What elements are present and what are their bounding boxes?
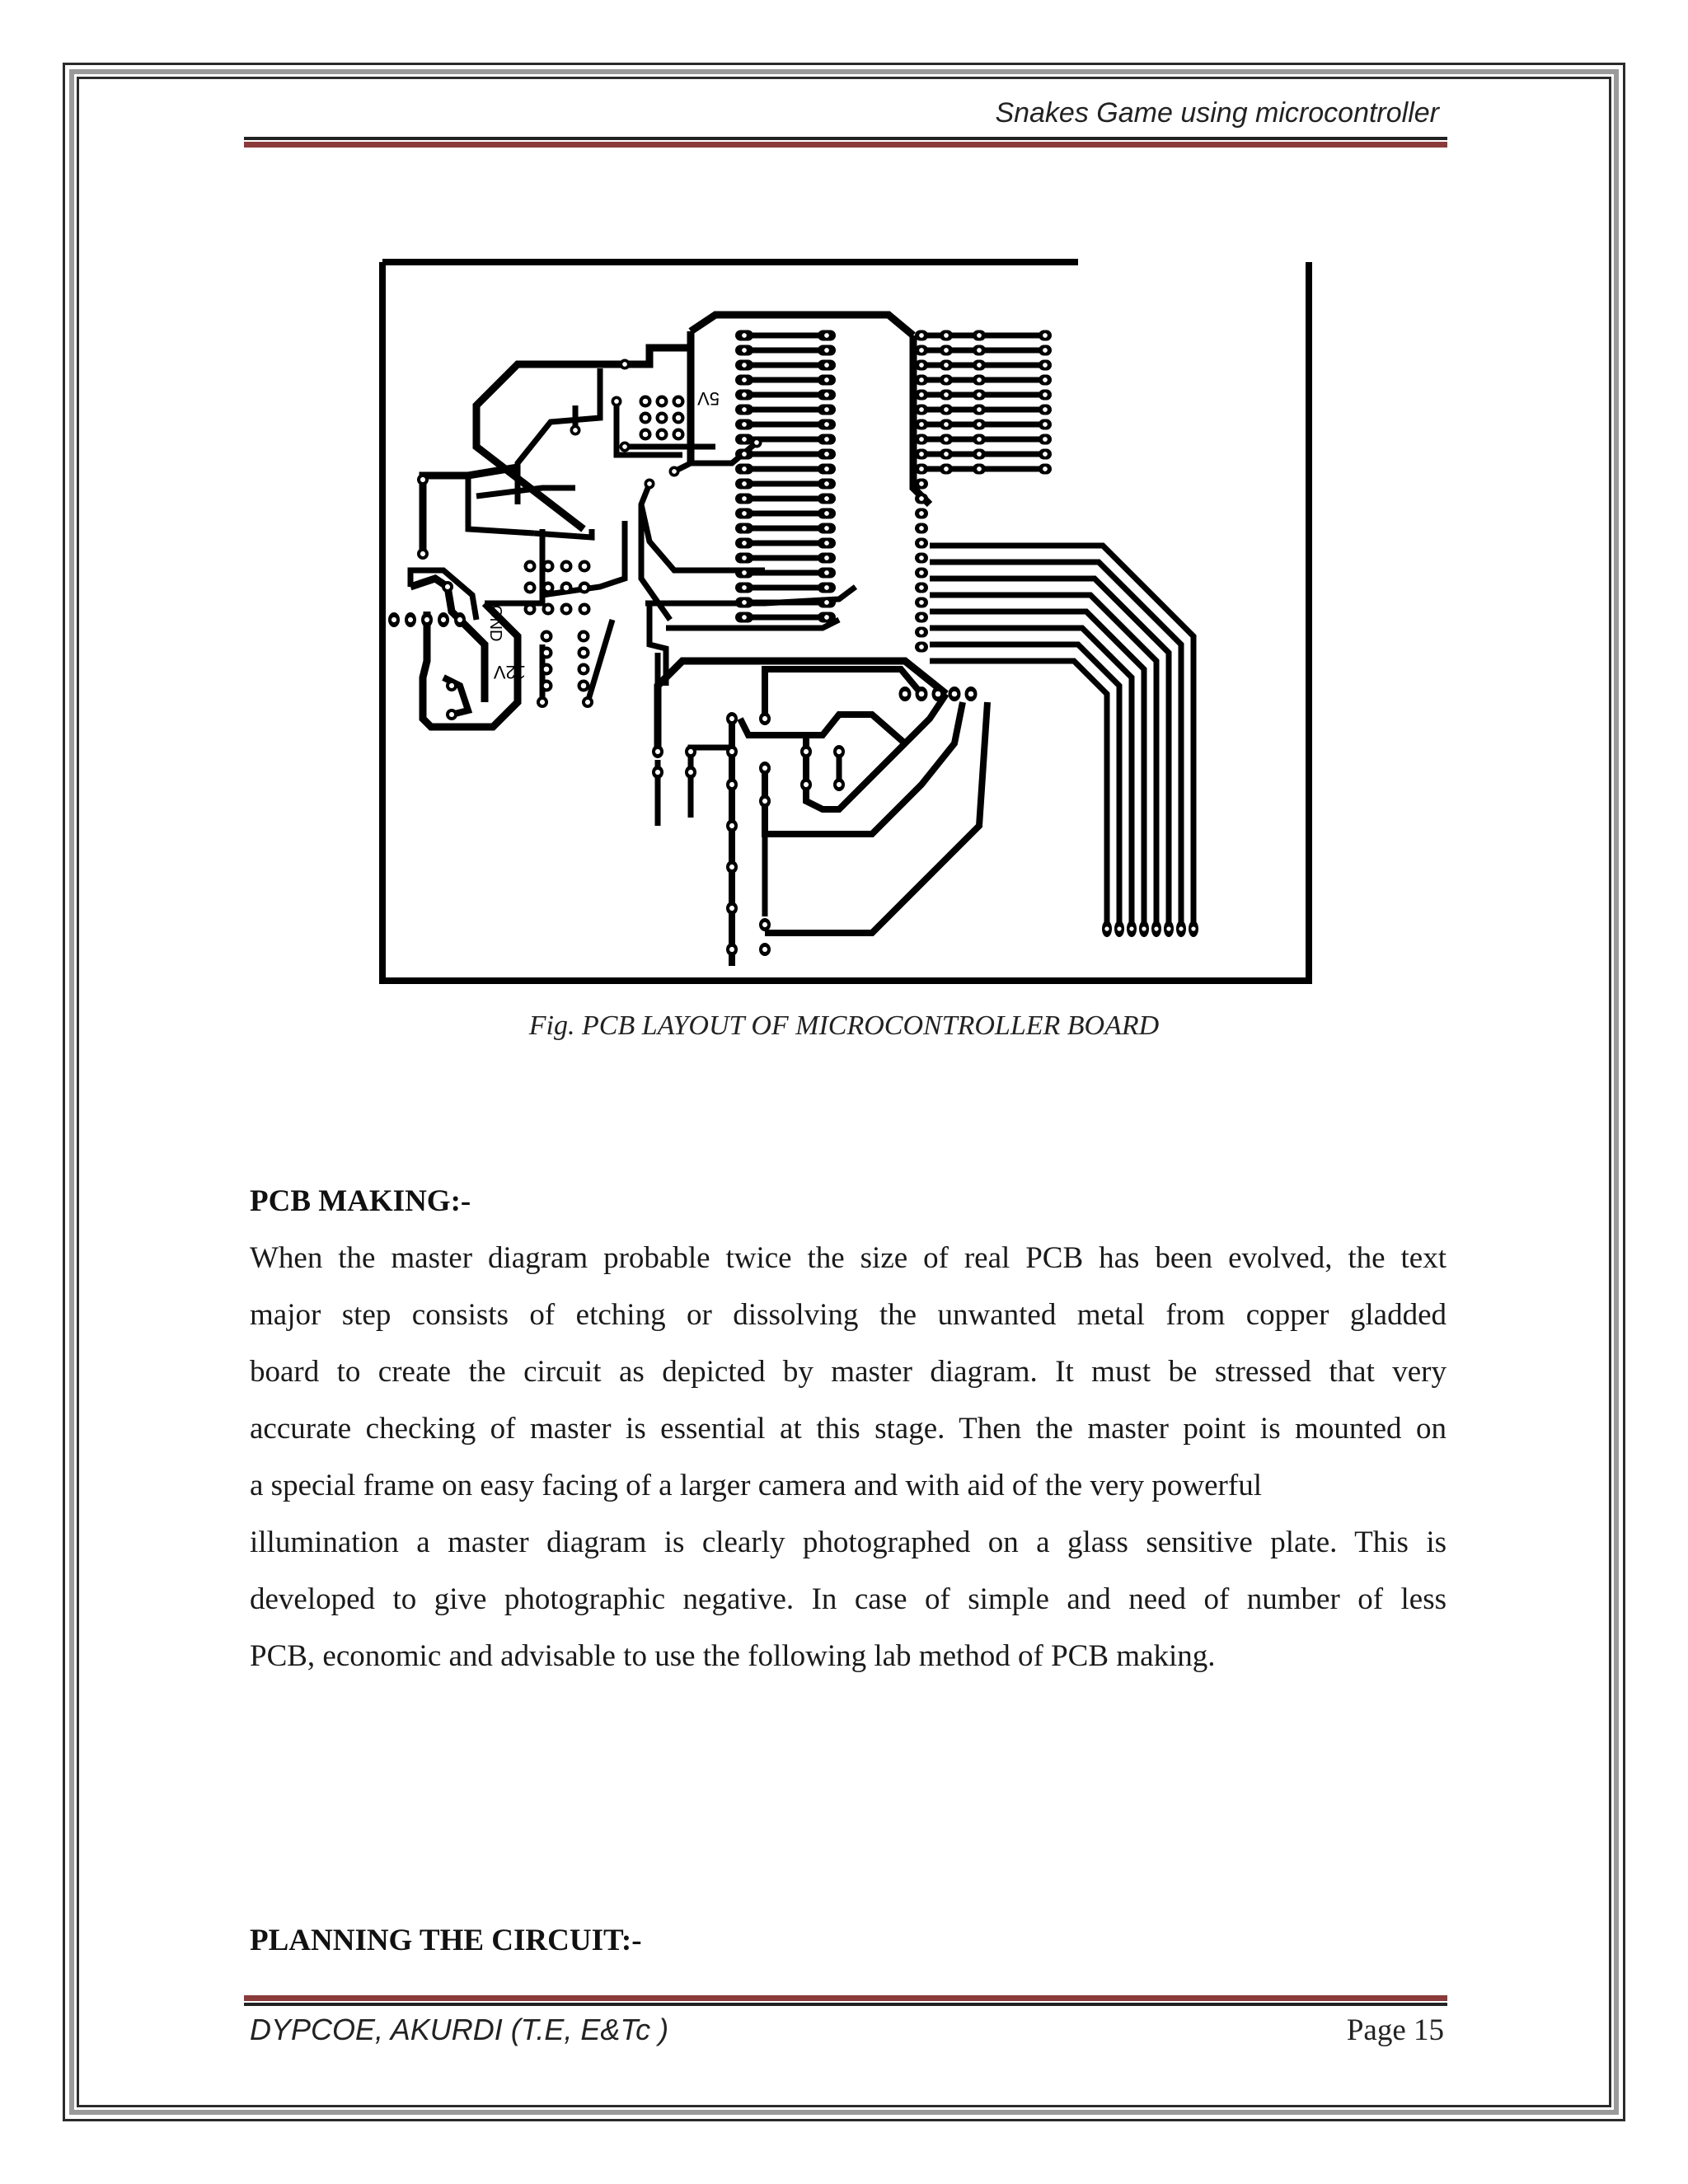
pcb-pad-hole xyxy=(742,511,747,516)
pcb-pad-hole xyxy=(643,415,649,421)
pcb-pad-hole xyxy=(581,650,587,656)
pcb-pad-hole xyxy=(582,585,588,591)
pcb-pad-hole xyxy=(919,407,924,412)
paragraph-line: major step consists of etching or dissolving the unwanted metal from copper gladded xyxy=(250,1298,1447,1332)
pcb-pad-hole xyxy=(919,630,924,635)
pcb-pad-hole xyxy=(742,541,747,546)
pcb-pad-hole xyxy=(944,437,949,442)
pcb-pad-hole xyxy=(581,683,587,689)
pcb-pad-hole xyxy=(676,432,682,438)
pcb-pad-hole xyxy=(564,607,570,612)
pcb-pad-hole xyxy=(1043,437,1048,442)
pcb-pad-hole xyxy=(546,607,551,612)
pcb-pad-hole xyxy=(762,799,767,804)
pcb-pad-hole xyxy=(1191,926,1195,930)
pcb-layout-svg xyxy=(377,257,1317,986)
silkscreen-label: GND xyxy=(486,605,504,642)
pcb-pad-hole xyxy=(1043,407,1048,412)
pcb-pad-hole xyxy=(622,444,627,449)
pcb-pad-hole xyxy=(977,363,982,368)
pcb-pad-hole xyxy=(742,348,747,353)
pcb-pad-hole xyxy=(742,585,747,590)
paragraph-line: When the master diagram probable twice the size of real PCB has been evolved, the text xyxy=(250,1241,1447,1275)
pcb-pad-hole xyxy=(919,437,924,442)
pcb-pad-hole xyxy=(742,452,747,457)
trace xyxy=(691,315,913,335)
pcb-pad-hole xyxy=(977,466,982,471)
pcb-pad-hole xyxy=(1043,363,1048,368)
pcb-pad-hole xyxy=(420,551,425,556)
pcb-pad-hole xyxy=(762,766,767,771)
pcb-pad-hole xyxy=(919,615,924,620)
pcb-pad-hole xyxy=(457,617,462,622)
pcb-pad-hole xyxy=(1043,333,1048,338)
trace xyxy=(765,702,963,834)
pcb-pad-hole xyxy=(742,422,747,427)
pcb-pad-hole xyxy=(944,392,949,397)
pcb-pad-hole xyxy=(824,570,829,575)
pcb-pad-hole xyxy=(824,363,829,368)
pcb-pad-hole xyxy=(919,644,924,649)
pcb-layout-figure xyxy=(377,257,1317,986)
pcb-pad-hole xyxy=(544,683,550,689)
pcb-pad-hole xyxy=(540,700,545,705)
pcb-pad-hole xyxy=(919,496,924,501)
pcb-pad-hole xyxy=(824,526,829,531)
pcb-pad-hole xyxy=(655,749,660,754)
pcb-pad-hole xyxy=(903,691,908,697)
pcb-pad-hole xyxy=(977,422,982,427)
pcb-pad-hole xyxy=(729,906,734,911)
pcb-pad-hole xyxy=(424,617,429,622)
trace xyxy=(691,748,732,818)
pcb-pad-hole xyxy=(977,407,982,412)
pcb-pad-hole xyxy=(919,541,924,546)
pcb-pad-hole xyxy=(441,617,446,622)
paragraph-line: developed to give photographic negative. In case of simple and need of number of less xyxy=(250,1582,1447,1616)
pcb-pad-hole xyxy=(528,585,533,591)
pcb-pad-hole xyxy=(546,585,551,591)
pcb-pad-hole xyxy=(528,564,533,569)
pcb-pad-hole xyxy=(729,782,734,787)
pcb-pad-hole xyxy=(944,407,949,412)
pcb-pad-hole xyxy=(659,415,665,421)
pcb-pad-hole xyxy=(919,481,924,486)
figure-caption: Fig. PCB LAYOUT OF MICROCONTROLLER BOARD xyxy=(528,1010,1160,1041)
pcb-pad-hole xyxy=(944,422,949,427)
pcb-pad-hole xyxy=(824,481,829,486)
pcb-pad-hole xyxy=(676,415,682,421)
pcb-pad-hole xyxy=(944,348,949,353)
pcb-pad-hole xyxy=(659,432,665,438)
pcb-pad-hole xyxy=(824,407,829,412)
pcb-pad-hole xyxy=(804,782,809,787)
pcb-pad-hole xyxy=(919,526,924,531)
pcb-pad-hole xyxy=(729,749,734,754)
pcb-pad-hole xyxy=(762,716,767,721)
pcb-pad-hole xyxy=(647,481,652,486)
pcb-pad-hole xyxy=(742,496,747,501)
pcb-pad-hole xyxy=(544,667,550,673)
pcb-pad-hole xyxy=(742,615,747,620)
pcb-pad-hole xyxy=(742,570,747,575)
pcb-pad-hole xyxy=(742,526,747,531)
pcb-pad-hole xyxy=(742,437,747,442)
pcb-pad-hole xyxy=(952,691,958,697)
pcb-pad-hole xyxy=(968,691,974,697)
pcb-pad-hole xyxy=(762,922,767,927)
pcb-pad-hole xyxy=(824,466,829,471)
pcb-pad-hole xyxy=(1142,926,1146,930)
pcb-pad-hole xyxy=(742,377,747,382)
paragraph-pcb-making xyxy=(250,1230,1447,1685)
section-heading-pcb-making: PCB MAKING:- xyxy=(250,1184,471,1218)
pcb-pad-hole xyxy=(919,422,924,427)
trace xyxy=(625,348,691,364)
pcb-pad-hole xyxy=(544,650,550,656)
pcb-pad-hole xyxy=(977,437,982,442)
pcb-pad-hole xyxy=(742,363,747,368)
pcb-pad-hole xyxy=(1043,392,1048,397)
pcb-pad-hole xyxy=(659,399,665,405)
header-rule-maroon xyxy=(244,142,1447,148)
header-rule-dark xyxy=(244,137,1447,140)
pcb-pad-hole xyxy=(581,634,587,640)
pcb-pad-hole xyxy=(729,823,734,828)
pcb-pad-hole xyxy=(944,452,949,457)
trace xyxy=(930,628,1132,925)
pcb-pad-hole xyxy=(919,363,924,368)
pcb-pad-hole xyxy=(622,362,627,367)
paragraph-line: accurate checking of master is essential at this stage. Then the master point is mounted on xyxy=(250,1412,1447,1446)
pcb-pad-hole xyxy=(919,392,924,397)
pcb-pad-hole xyxy=(919,466,924,471)
pcb-pad-hole xyxy=(919,348,924,353)
pcb-pad-hole xyxy=(977,377,982,382)
pcb-pad-hole xyxy=(824,333,829,338)
pcb-pad-hole xyxy=(824,600,829,605)
pcb-pad-hole xyxy=(585,700,590,705)
pcb-pad-hole xyxy=(1166,926,1170,930)
pcb-pad-hole xyxy=(742,392,747,397)
pcb-pad-hole xyxy=(824,452,829,457)
pcb-pad-hole xyxy=(729,947,734,952)
pcb-pad-hole xyxy=(672,469,677,474)
pcb-pad-hole xyxy=(919,377,924,382)
pcb-pad-hole xyxy=(1043,377,1048,382)
pcb-pad-hole xyxy=(919,555,924,560)
pcb-pad-hole xyxy=(824,541,829,546)
pcb-pad-hole xyxy=(688,749,693,754)
pcb-pad-hole xyxy=(824,348,829,353)
pcb-pad-hole xyxy=(564,564,570,569)
silkscreen-label: 12V xyxy=(493,662,526,682)
pcb-pad-hole xyxy=(564,585,570,591)
pcb-pad-hole xyxy=(824,615,829,620)
pcb-pad-hole xyxy=(919,691,925,697)
pcb-pad-hole xyxy=(449,683,454,688)
pcb-pad-hole xyxy=(573,428,578,433)
pcb-pad-hole xyxy=(742,407,747,412)
pcb-pad-hole xyxy=(977,333,982,338)
footer-rule-dark xyxy=(244,2003,1447,2006)
pcb-pad-hole xyxy=(546,564,551,569)
trace xyxy=(806,694,946,809)
pcb-pad-hole xyxy=(1117,926,1121,930)
paragraph-line: illumination a master diagram is clearly photographed on a glass sensitive plate. This is xyxy=(250,1526,1447,1559)
pcb-pad-hole xyxy=(919,585,924,590)
pcb-pad-hole xyxy=(1043,348,1048,353)
pcb-pad-hole xyxy=(824,496,829,501)
pcb-pad-hole xyxy=(762,947,767,952)
pcb-pad-hole xyxy=(837,782,842,787)
pcb-pad-hole xyxy=(676,399,682,405)
trace xyxy=(476,488,575,496)
pcb-pad-hole xyxy=(824,585,829,590)
pcb-pad-hole xyxy=(582,607,588,612)
pcb-pad-hole xyxy=(944,466,949,471)
pcb-pad-hole xyxy=(1154,926,1158,930)
pcb-pad-hole xyxy=(408,617,413,622)
footer-rule-maroon xyxy=(244,1995,1447,2001)
paragraph-line: a special frame on easy facing of a larger camera and with aid of the very powerful xyxy=(250,1469,1262,1502)
pcb-pad-hole xyxy=(729,865,734,869)
trace xyxy=(666,620,839,628)
pcb-pad-hole xyxy=(804,749,809,754)
pcb-pad-hole xyxy=(581,667,587,673)
pcb-pad-hole xyxy=(1129,926,1133,930)
pcb-pad-hole xyxy=(837,749,842,754)
pcb-pad-hole xyxy=(742,466,747,471)
pcb-pad-hole xyxy=(614,399,619,404)
pcb-pad-hole xyxy=(742,333,747,338)
pcb-pad-hole xyxy=(824,377,829,382)
pcb-pad-hole xyxy=(824,422,829,427)
pcb-pad-hole xyxy=(643,432,649,438)
pcb-pad-hole xyxy=(445,584,450,589)
paragraph-line: board to create the circuit as depicted by master diagram. It must be stressed that very xyxy=(250,1355,1447,1389)
pcb-pad-hole xyxy=(1104,926,1109,930)
header-title: Snakes Game using microcontroller xyxy=(995,97,1439,129)
pcb-pad-hole xyxy=(944,377,949,382)
pcb-pad-hole xyxy=(919,511,924,516)
paragraph-line: PCB, economic and advisable to use the following lab method of PCB making. xyxy=(250,1639,1216,1673)
pcb-pad-hole xyxy=(528,607,533,612)
pcb-pad-hole xyxy=(449,712,454,717)
pcb-pad-hole xyxy=(824,555,829,560)
section-heading-planning-the-circuit: PLANNING THE CIRCUIT:- xyxy=(250,1924,642,1957)
pcb-pad-hole xyxy=(944,333,949,338)
pcb-pad-hole xyxy=(977,348,982,353)
pcb-pad-hole xyxy=(754,440,759,445)
pcb-pad-hole xyxy=(729,716,734,721)
pcb-pad-hole xyxy=(544,634,550,640)
footer-institution: DYPCOE, AKURDI (T.E, E&Tc ) xyxy=(250,2013,669,2046)
pcb-pad-hole xyxy=(742,481,747,486)
pcb-pad-hole xyxy=(392,617,396,622)
pcb-pad-hole xyxy=(944,363,949,368)
pcb-pad-hole xyxy=(935,691,941,697)
pcb-pad-hole xyxy=(824,511,829,516)
pcb-pad-hole xyxy=(655,770,660,775)
pcb-pad-hole xyxy=(582,564,588,569)
pcb-pad-hole xyxy=(643,399,649,405)
pcb-pad-hole xyxy=(1043,422,1048,427)
pcb-pad-hole xyxy=(977,452,982,457)
pcb-pad-hole xyxy=(919,600,924,605)
footer-page-number: Page 15 xyxy=(1346,2013,1444,2047)
pcb-pad-hole xyxy=(824,437,829,442)
pcb-pad-hole xyxy=(824,392,829,397)
pcb-pad-hole xyxy=(1043,466,1048,471)
trace xyxy=(930,644,1119,925)
pcb-pad-hole xyxy=(742,555,747,560)
pcb-pad-hole xyxy=(919,333,924,338)
pcb-pad-hole xyxy=(1043,452,1048,457)
pcb-pad-hole xyxy=(688,770,693,775)
pcb-pad-hole xyxy=(977,392,982,397)
silkscreen-label: 5V xyxy=(697,388,720,409)
trace xyxy=(588,620,612,702)
pcb-pad-hole xyxy=(742,600,747,605)
pcb-pad-hole xyxy=(1179,926,1183,930)
pcb-pad-hole xyxy=(919,570,924,575)
pcb-pad-hole xyxy=(919,452,924,457)
pcb-pad-hole xyxy=(420,477,425,482)
